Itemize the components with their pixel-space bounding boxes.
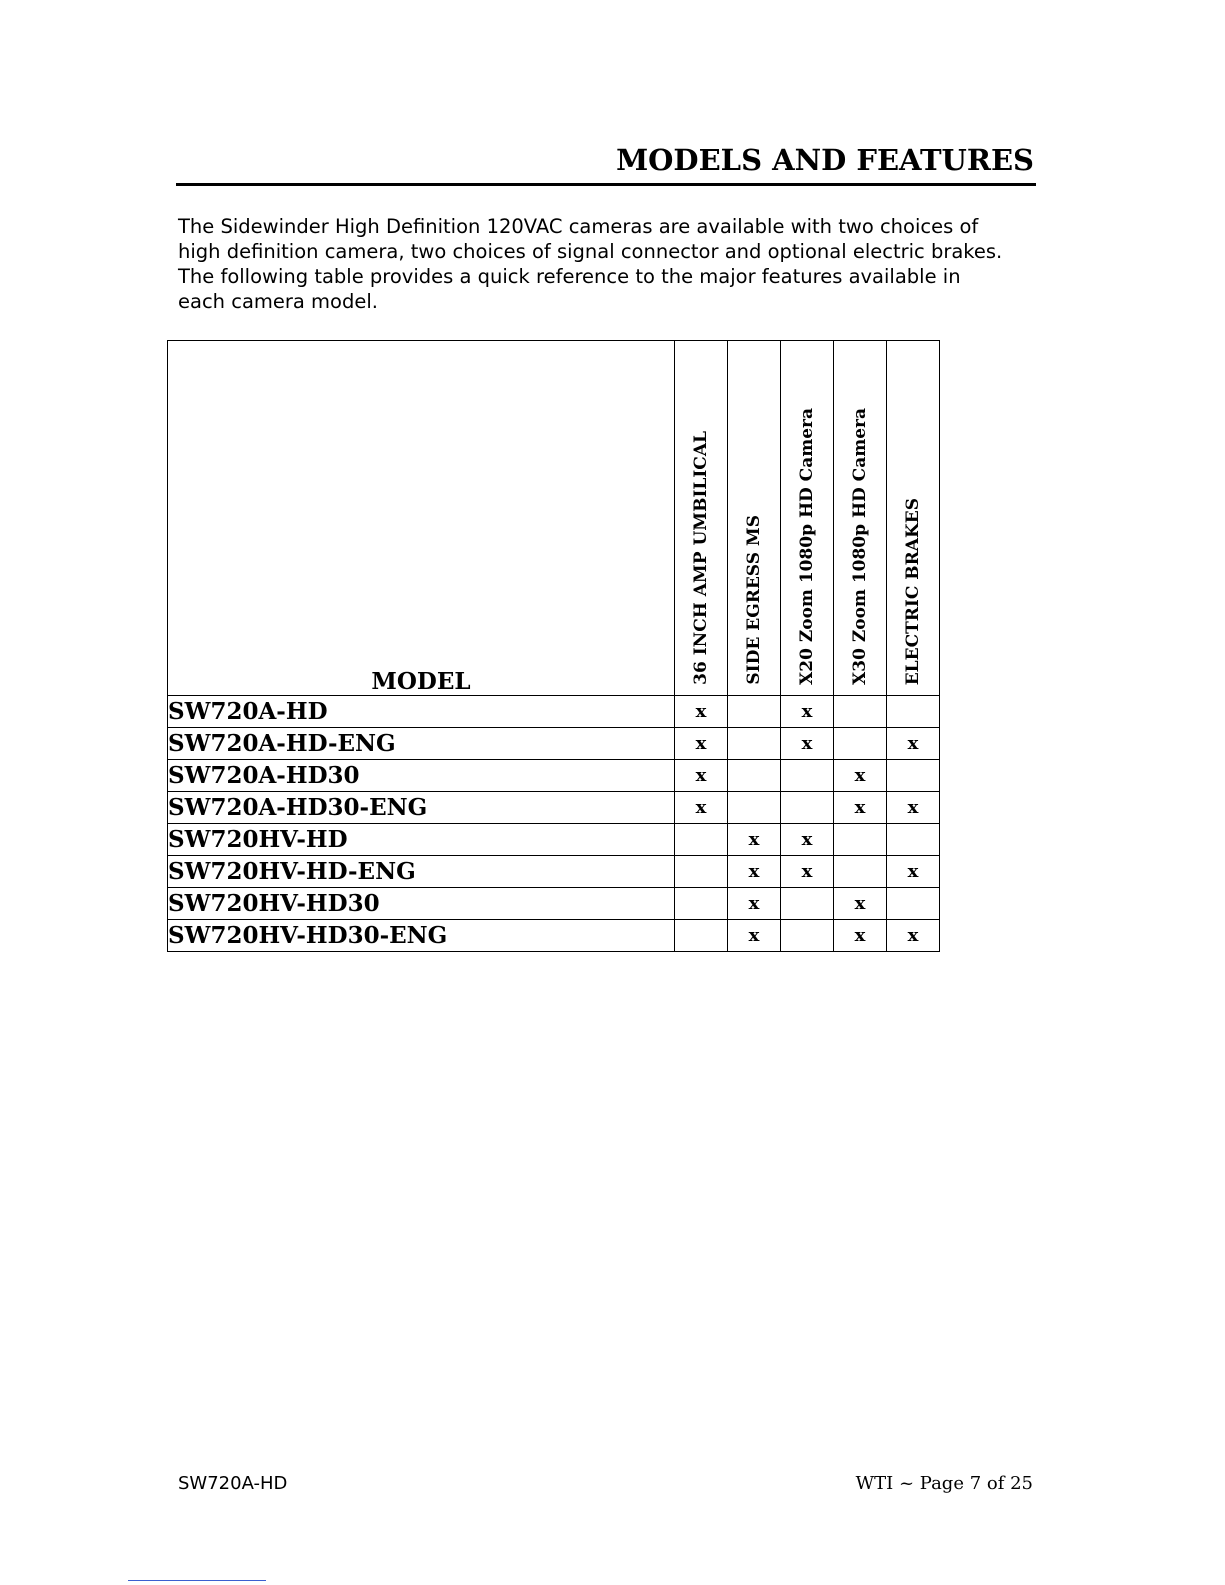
model-name-cell: SW720A-HD30 — [168, 760, 675, 792]
feature-mark-cell: x — [781, 696, 834, 728]
feature-mark-cell: x — [675, 696, 728, 728]
feature-header-label: X20 Zoom 1080p HD Camera — [797, 408, 817, 685]
table-row — [168, 728, 940, 760]
feature-header-label: X30 Zoom 1080p HD Camera — [850, 408, 870, 685]
feature-header-side-egress — [728, 341, 781, 696]
feature-mark-cell: x — [781, 856, 834, 888]
model-name-cell: SW720A-HD30-ENG — [168, 792, 675, 824]
model-name-cell: SW720HV-HD30-ENG — [168, 920, 675, 952]
feature-mark-cell: x — [675, 792, 728, 824]
feature-mark-cell: x — [834, 920, 887, 952]
table-row — [168, 696, 940, 728]
feature-mark-cell: x — [887, 792, 940, 824]
feature-header-x30-zoom — [834, 341, 887, 696]
feature-header-umbilical — [675, 341, 728, 696]
intro-paragraph — [178, 214, 1058, 314]
feature-mark-cell — [781, 888, 834, 920]
feature-mark-cell: x — [675, 760, 728, 792]
feature-mark-cell: x — [834, 760, 887, 792]
feature-mark-cell: x — [728, 856, 781, 888]
feature-mark-cell: x — [728, 888, 781, 920]
feature-mark-cell — [781, 760, 834, 792]
feature-mark-cell — [728, 728, 781, 760]
feature-mark-cell — [887, 696, 940, 728]
feature-mark-cell: x — [834, 792, 887, 824]
feature-mark-cell — [887, 888, 940, 920]
page-title: MODELS AND FEATURES — [616, 143, 1034, 177]
table-row — [168, 920, 940, 952]
model-name-cell: SW720HV-HD — [168, 824, 675, 856]
intro-line: The following table provides a quick reference to the major features available in — [178, 265, 961, 288]
intro-line: high definition camera, two choices of signal connector and optional electric brakes. — [178, 240, 1003, 263]
intro-line: The Sidewinder High Definition 120VAC cameras are available with two choices of — [178, 215, 979, 238]
feature-mark-cell — [781, 792, 834, 824]
feature-mark-cell: x — [781, 824, 834, 856]
feature-mark-cell: x — [728, 920, 781, 952]
feature-header-label: 36 INCH AMP UMBILICAL — [691, 431, 711, 685]
model-column-header: MODEL — [168, 341, 675, 696]
feature-mark-cell — [728, 792, 781, 824]
feature-mark-cell — [675, 856, 728, 888]
feature-mark-cell — [887, 824, 940, 856]
title-rule — [176, 183, 1036, 186]
feature-mark-cell — [728, 696, 781, 728]
feature-mark-cell — [834, 728, 887, 760]
feature-mark-cell — [834, 824, 887, 856]
feature-mark-cell — [887, 760, 940, 792]
feature-mark-cell: x — [887, 920, 940, 952]
feature-mark-cell — [834, 856, 887, 888]
model-name-cell: SW720HV-HD-ENG — [168, 856, 675, 888]
footer-page-number: WTI ~ Page 7 of 25 — [855, 1473, 1033, 1494]
footer-model-label: SW720A-HD — [178, 1473, 288, 1494]
feature-mark-cell: x — [675, 728, 728, 760]
table-row — [168, 824, 940, 856]
feature-header-electric-brakes — [887, 341, 940, 696]
table-header-row — [168, 341, 940, 696]
table-row — [168, 888, 940, 920]
feature-mark-cell — [675, 920, 728, 952]
intro-line: each camera model. — [178, 290, 378, 313]
model-name-cell: SW720A-HD-ENG — [168, 728, 675, 760]
model-name-cell: SW720A-HD — [168, 696, 675, 728]
table-row — [168, 760, 940, 792]
feature-mark-cell — [728, 760, 781, 792]
feature-mark-cell — [834, 696, 887, 728]
feature-header-x20-zoom — [781, 341, 834, 696]
table-row — [168, 792, 940, 824]
feature-mark-cell: x — [728, 824, 781, 856]
models-features-table — [167, 340, 940, 952]
feature-mark-cell: x — [834, 888, 887, 920]
feature-mark-cell — [675, 824, 728, 856]
feature-mark-cell — [675, 888, 728, 920]
feature-header-label: SIDE EGRESS MS — [744, 515, 764, 685]
table-row — [168, 856, 940, 888]
feature-mark-cell: x — [781, 728, 834, 760]
feature-mark-cell: x — [887, 856, 940, 888]
feature-header-label: ELECTRIC BRAKES — [903, 497, 923, 685]
bottom-edge-line — [128, 1580, 266, 1581]
model-name-cell: SW720HV-HD30 — [168, 888, 675, 920]
feature-mark-cell — [781, 920, 834, 952]
feature-mark-cell: x — [887, 728, 940, 760]
